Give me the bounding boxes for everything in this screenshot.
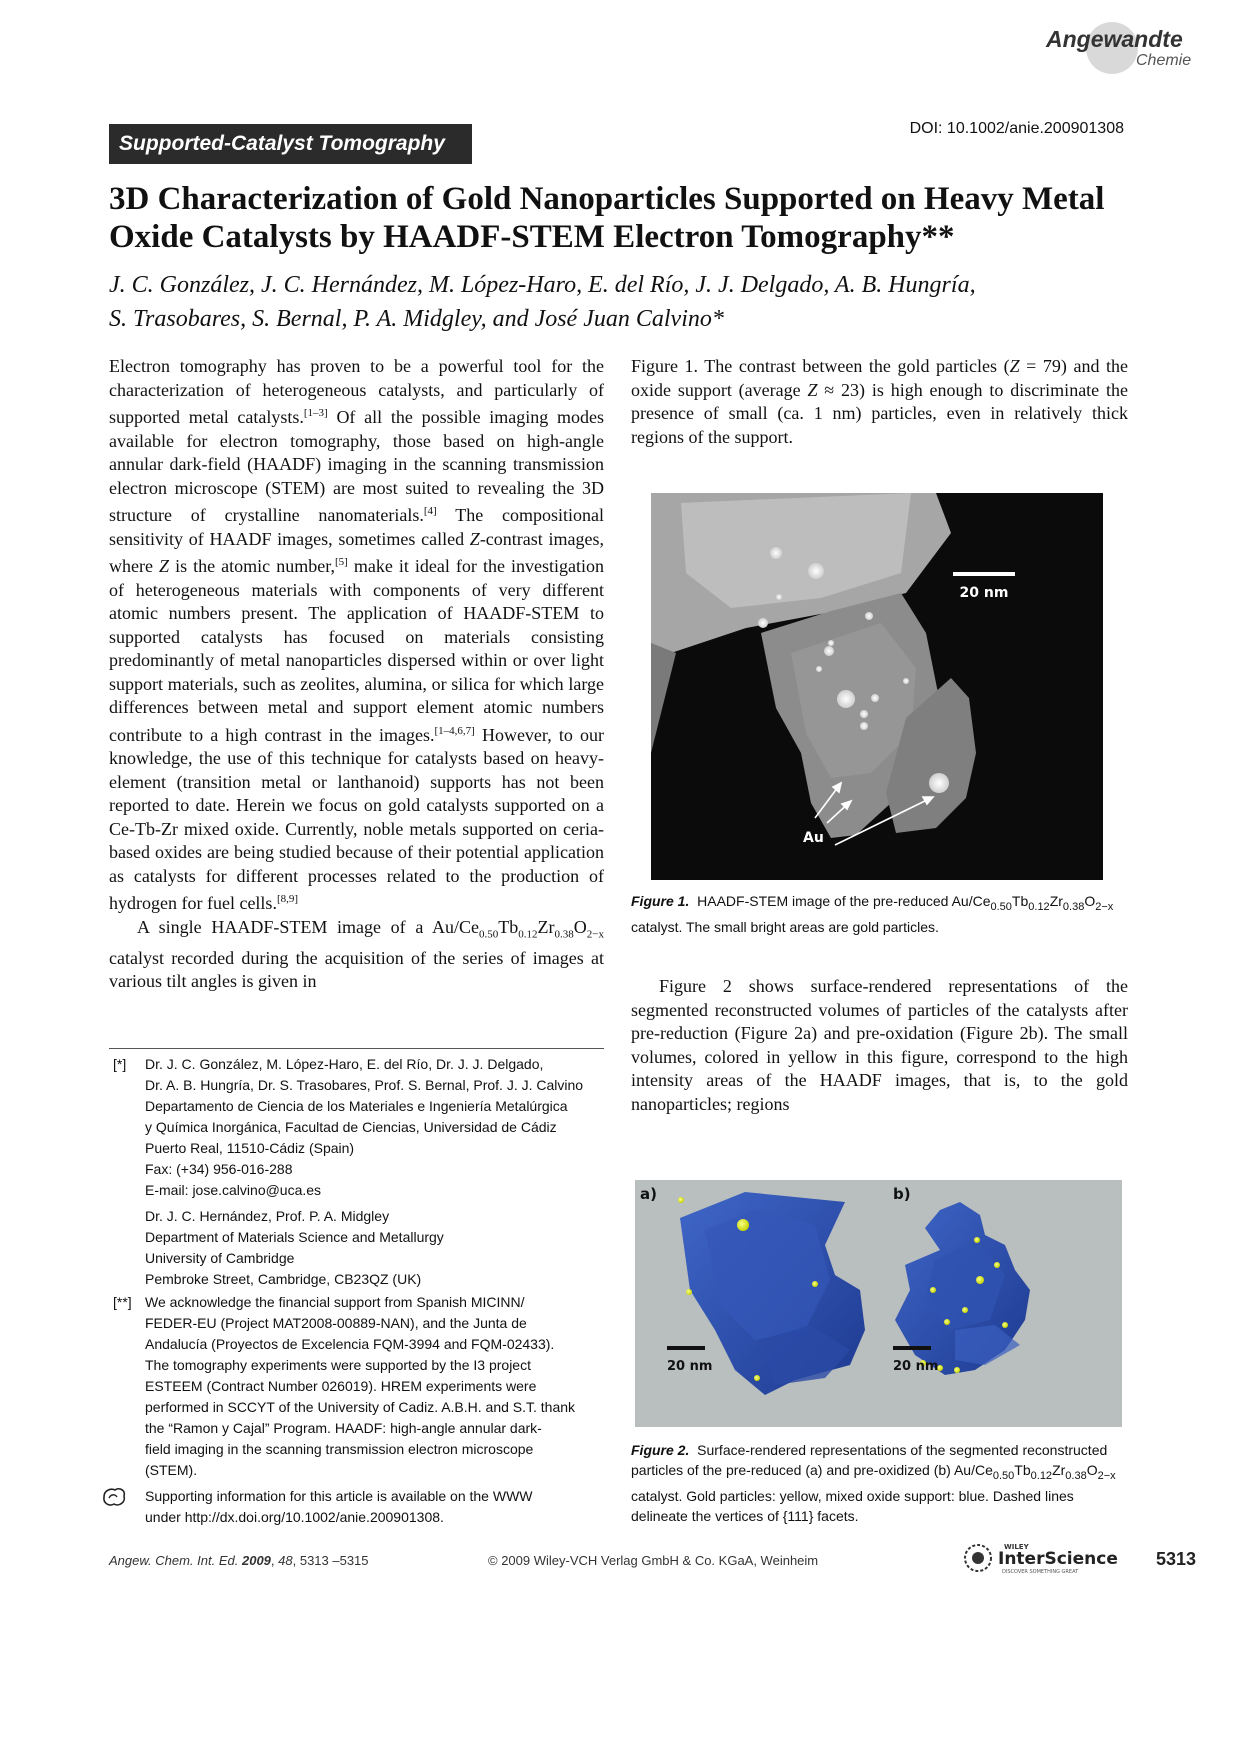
footnote-supporting-info: Supporting information for this article is available on the WWW under http://dx.doi.org/10.1002/anie.200901308. [101,1486,603,1528]
gold-particle [930,1287,936,1293]
citation[interactable]: [1–4,6,7] [434,724,475,737]
panel-a-label: a) [640,1185,657,1203]
gold-particle [944,1319,950,1325]
authors-line-2: S. Trasobares, S. Bernal, P. A. Midgley, and José Juan Calvino* [109,306,724,332]
gold-particle [828,640,834,646]
paragraph-3: Figure 1. The contrast between the gold particles (Z = 79) and the oxide support (average Z ≈ 23) is high enough to discriminate the presence of small (ca. 1 nm) particles, even in relatively thick regions of the support. [631,356,1128,447]
gold-particle [737,1219,749,1231]
scale-bar-b-label: 20 nm [893,1359,939,1374]
figure-1-label: Figure 1. [631,893,690,909]
gold-particle [994,1262,1000,1268]
body-column-right-mid [631,975,1128,1116]
citation[interactable]: [8,9] [276,893,299,905]
doi: DOI: 10.1002/anie.200901308 [909,120,1124,137]
gold-particle [776,594,782,600]
scale-bar-b [893,1346,931,1350]
gold-particle [871,694,879,702]
supporting-info-link[interactable]: under http://dx.doi.org/10.1002/anie.200901308. [145,1509,444,1525]
gold-particle [974,1237,980,1243]
svg-text:DISCOVER SOMETHING GREAT: DISCOVER SOMETHING GREAT [1002,1569,1079,1575]
gold-particle [837,690,855,708]
article-title: 3D Characterization of Gold Nanoparticles Supported on Heavy Metal Oxide Catalysts by HAADF-STEM Electron Tomography** [109,181,1105,255]
figure-2-label: Figure 2. [631,1442,690,1458]
page-number: 5313 [1155,1549,1196,1569]
footnote-mark: [*] [113,1056,127,1072]
svg-text:InterScience: InterScience [998,1549,1118,1569]
scale-bar-a [667,1346,705,1350]
gold-particle [860,710,868,718]
supporting-info-icon [101,1486,127,1514]
gold-particle [954,1367,960,1373]
footnote-affiliations: [*] Dr. J. C. González, M. López-Haro, E. del Río, Dr. J. J. Delgado, Dr. A. B. Hungría, Dr. S. Trasobares, Prof. S. Bernal, Prof. J. J. Calvino Departamento de Ciencia de los Materiales e Ingeniería Metalúrgica y Química Inorgánica, Facultad de Ciencias, Universidad de Cádiz Puerto Real, 11510-Cádiz (Spain) Fax: (+34) 956-016-288 E-mail: jose.calvino@uca.es Dr. J. C. Hernández, Prof. P. A. Midgley Department of Materials Science and Metallurgy University of Cambridge Pembroke Street, Cambridge, CB23QZ (UK) [113,1054,603,1290]
gold-particle [754,1375,760,1381]
footnote-mark: [**] [113,1294,132,1310]
paragraph-4: Figure 2 shows surface-rendered representations of the segmented reconstructed volumes of particles of the catalysts after pre-reduction (Figure 2a) and pre-oxidation (Figure 2b). The small volumes, colored in yellow in this figure, correspond to the high intensity areas of the HAADF images, that is, to the gold nanoparticles; regions [631,976,1128,1114]
gold-particle [678,1197,684,1203]
copyright: © 2009 Wiley-VCH Verlag GmbH & Co. KGaA, Weinheim [488,1553,819,1568]
citation[interactable]: [4] [423,505,437,517]
scale-bar-a-label: 20 nm [667,1359,713,1374]
formula: $Ce_{0.50}Tb_{0.12}Zr_{0.38}O_{2-x}$ [459,916,604,941]
svg-text:WILEY: WILEY [1004,1543,1029,1551]
gold-particle [816,666,822,672]
gold-particle [770,547,782,559]
gold-particle [903,678,909,684]
paragraph-1: Electron tomography has proven to be a powerful tool for the characterization of heterogeneous catalysts, and particularly of supported metal catalysts.[1–3] Of all the possible imaging modes available for electron tomography, those based on high-angle annular dark-field (HAADF) imaging in the scanning transmission electron microscope (STEM) are most suited to revealing the 3D structure of crystalline nanomaterials.[4] The compositional sensitivity of HAADF images, sometimes called Z-contrast images, where Z is the atomic number,[5] make it ideal for the investigation of heterogeneous materials with components of very different atomic numbers present. The application of HAADF-STEM to supported catalysts has focused on materials consisting predominantly of metal nanoparticles dispersed within or over light support materials, such as zeolites, alumina, or silica for which large differences between metal and support element atomic numbers contribute to a high contrast in the images.[1–4,6,7] However, to our knowledge, the use of this technique for catalysts based on heavy-element (transition metal or lanthanoid) supports has not been reported to date. Herein we focus on gold catalysts supported on a Ce-Tb-Zr mixed oxide. Currently, noble metals supported on ceria-based oxides are being studied because of their potential application as catalysts for different processes related to the production of hydrogen for fuel cells.[8,9] [109,356,604,913]
contact-email[interactable]: E-mail: jose.calvino@uca.es [145,1182,322,1198]
gold-particle [686,1289,692,1295]
formula: $Ce_{0.50}Tb_{0.12}Zr_{0.38}O_{2-x}$ [974,1462,1116,1482]
figure-2-surface-renderings [635,1180,1122,1427]
gold-particle [865,612,873,620]
gold-particle [812,1281,818,1287]
figure-2-caption: Figure 2. Surface-rendered representations of the segmented reconstructed particles of the pre-reduced (a) and pre-oxidized (b) $Au/Ce_{0.50}Tb_{0.12}Zr_{0.38}O_{2-x}$ catalyst. Gold particles: yellow, mixed oxide support: blue. Dashed lines delineate the vertices of {111} facets. [631,1442,1116,1524]
figure-1-caption: Figure 1. HAADF-STEM image of the pre-reduced $Au/Ce_{0.50}Tb_{0.12}Zr_{0.38}O_{2-x}$ catalyst. The small bright areas are gold particles. [631,893,1114,935]
footnote-divider [109,1048,604,1049]
au-label: Au [803,830,824,846]
haadf-micrograph [651,493,1103,880]
gold-particle [976,1276,984,1284]
journal-logo-sub: Chemie [1136,52,1192,69]
gold-particle [929,773,949,793]
figure-1-haadf-image [651,493,1103,880]
citation[interactable]: [5] [334,556,348,568]
interscience-logo [962,1538,1134,1578]
authors-line-1: J. C. González, J. C. Hernández, M. López-Haro, E. del Río, J. J. Delgado, A. B. Hungría, [109,272,976,298]
journal-citation: Angew. Chem. Int. Ed. 2009, 48, 5313 –5315 [109,1553,369,1568]
journal-logo: Angewandte [1046,26,1183,52]
scale-bar [953,572,1015,576]
gold-particle [758,618,768,628]
gold-particle [824,646,834,656]
gold-particle [962,1307,968,1313]
author-list [109,268,1129,336]
gold-particle [808,563,824,579]
surface-rendering [635,1180,1122,1427]
paragraph-2: A single HAADF-STEM image of a $Au/Ce_{0.50}Tb_{0.12}Zr_{0.38}O_{2-x}$ catalyst recorded during the acquisition of the series of images at various tilt angles is given in [109,916,604,992]
citation[interactable]: [1–3] [303,407,328,419]
footnote-acknowledgments: [**] We acknowledge the financial support from Spanish MICINN/ FEDER-EU (Project MAT2008-00889-NAN), and the Junta de Andalucía (Proyectos de Excelencia FQM-3994 and FQM-02433). The tomography experiments were supported by the I3 project ESTEEM (Contract Number 026019). HREM experiments were performed in SCCYT of the University of Cadiz. A.B.H. and S.T. thank the “Ramon y Cajal” Program. HAADF: high-angle annular dark- field imaging in the scanning transmission electron microscope (STEM). [113,1294,576,1478]
body-column-right-top [631,355,1128,449]
panel-b-label: b) [893,1185,911,1203]
body-column-left [109,355,604,994]
section-tag: Supported-Catalyst Tomography [109,124,472,164]
scale-bar-label: 20 nm [959,585,1009,601]
formula: $Ce_{0.50}Tb_{0.12}Zr_{0.38}O_{2-x}$ [972,893,1114,913]
gold-particle [1002,1322,1008,1328]
gold-particle [860,722,868,730]
